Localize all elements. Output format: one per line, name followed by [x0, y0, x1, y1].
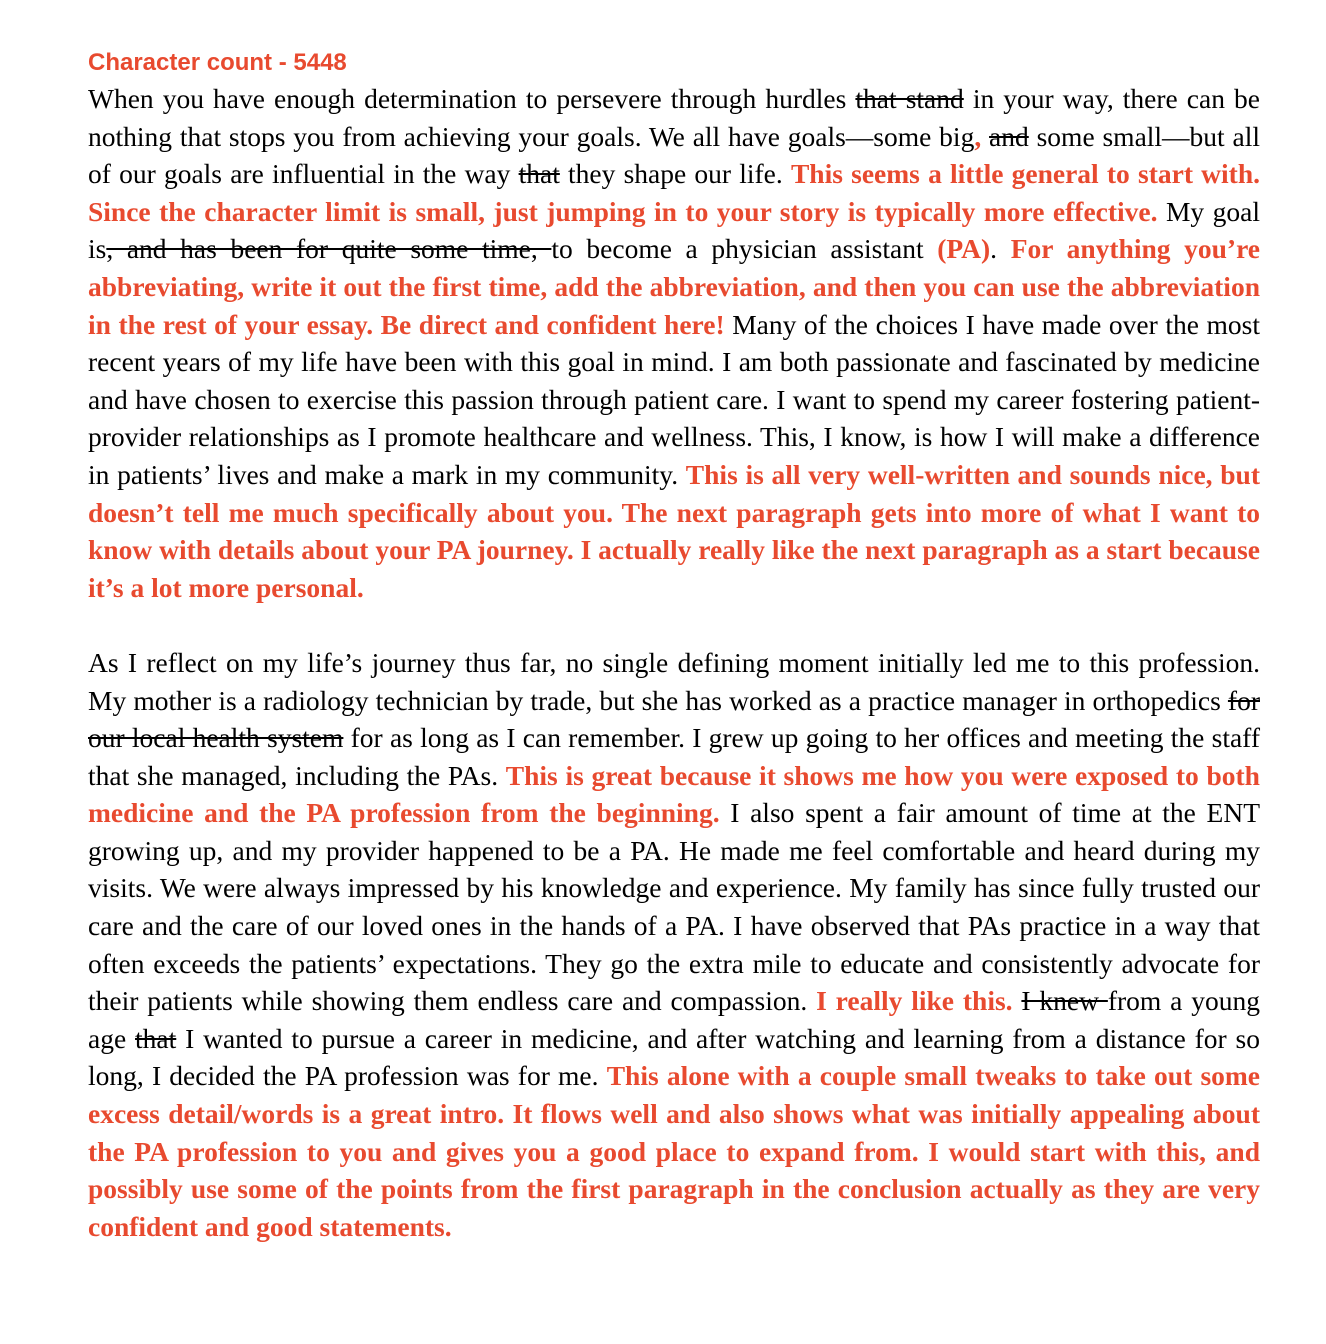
essay-text: for as long as I can remember. I grew up going to her offices and meeting the staff that she managed, including the PAs.: [88, 722, 1260, 791]
essay-text: [981, 121, 989, 152]
essay-text: to become a physician assistant: [551, 233, 938, 265]
strikethrough-deletion: , and has been for quite some time,: [106, 233, 552, 265]
editor-comment: This is all very well-written and sounds nice, but doesn’t tell me much specifically about you. The next paragraph gets into more of what I want to know with details about your PA journey. I actually really like the next paragraph as a start because it’s a lot more personal.: [88, 458, 1260, 603]
essay-text: some small—but all of our goals are influential in the way: [88, 120, 1261, 190]
essay-paragraph-1: [88, 80, 1260, 606]
editor-insertion: (PA): [937, 233, 991, 265]
essay-text: in your way, there can be nothing that stops you from achieving your goals. We all have goals—some big: [88, 83, 1260, 152]
essay-text: Many of the choices I have made over the most recent years of my life have been with this goal in mind. I am both passionate and fascinated by medicine and have chosen to exercise this passion through patient care. I want to spend my career fostering patient-provider relationships as I promote healthcare and wellness. This, I know, is how I will make a difference in patients’ lives and make a mark in my community.: [88, 308, 1261, 490]
strikethrough-deletion: and: [989, 120, 1029, 152]
editor-comment: This is great because it shows me how you were exposed to both medicine and the PA profession from the beginning.: [88, 759, 1260, 829]
character-count-heading: Character count - 5448: [88, 49, 347, 76]
essay-text: I wanted to pursue a career in medicine, and after watching and learning from a distance for so long, I decided the PA profession was for me.: [88, 1022, 1260, 1092]
strikethrough-deletion: that stand: [855, 83, 964, 114]
editor-comment: I really like this.: [816, 985, 1013, 1017]
strikethrough-deletion: that: [518, 158, 560, 190]
editor-comment: This seems a little general to start with. Since the character limit is small, just jumping in to your story is typically more effective.: [88, 158, 1261, 227]
strikethrough-deletion: I knew: [1021, 985, 1108, 1017]
essay-document: [88, 46, 1260, 1245]
essay-text: As I reflect on my life’s journey thus far, no single defining moment initially led me to this profession. My mother is a radiology technician by trade, but she has worked as a practice manager in orthopedics: [88, 646, 1260, 716]
essay-text: .: [990, 233, 1011, 265]
editor-insertion: ,: [974, 120, 982, 152]
essay-text: they shape our life.: [559, 158, 791, 190]
strikethrough-deletion: that: [135, 1022, 177, 1054]
strikethrough-deletion: for our local health system: [88, 684, 1260, 754]
essay-text: from a young age: [88, 985, 1260, 1054]
essay-text: My goal is: [88, 195, 1260, 265]
essay-text: When you have enough determination to persevere through hurdles: [88, 83, 856, 114]
essay-paragraph-2: [88, 644, 1260, 1246]
editor-comment: This alone with a couple small tweaks to take out some excess detail/words is a great intro. It flows well and also shows what was initially appealing about the PA profession to you and gives you a good place to expand from. I would start with this, and possibly use some of the points from the first paragraph in the conclusion actually as they are very confident and good statements.: [88, 1060, 1261, 1242]
essay-text: I also spent a fair amount of time at the ENT growing up, and my provider happened to be a PA. He made me feel comfortable and heard during my visits. We were always impressed by his knowledge and experience. My family has since fully trusted our care and the care of our loved ones in the hands of a PA. I have observed that PAs practice in a way that often exceeds the patients’ expectations. They go the extra mile to educate and consistently advocate for their patients while showing them endless care and compassion.: [88, 797, 1261, 1017]
editor-comment: For anything you’re abbreviating, write it out the first time, add the abbreviation, and then you can use the abbreviation in the rest of your essay. Be direct and confident here!: [88, 233, 1261, 340]
